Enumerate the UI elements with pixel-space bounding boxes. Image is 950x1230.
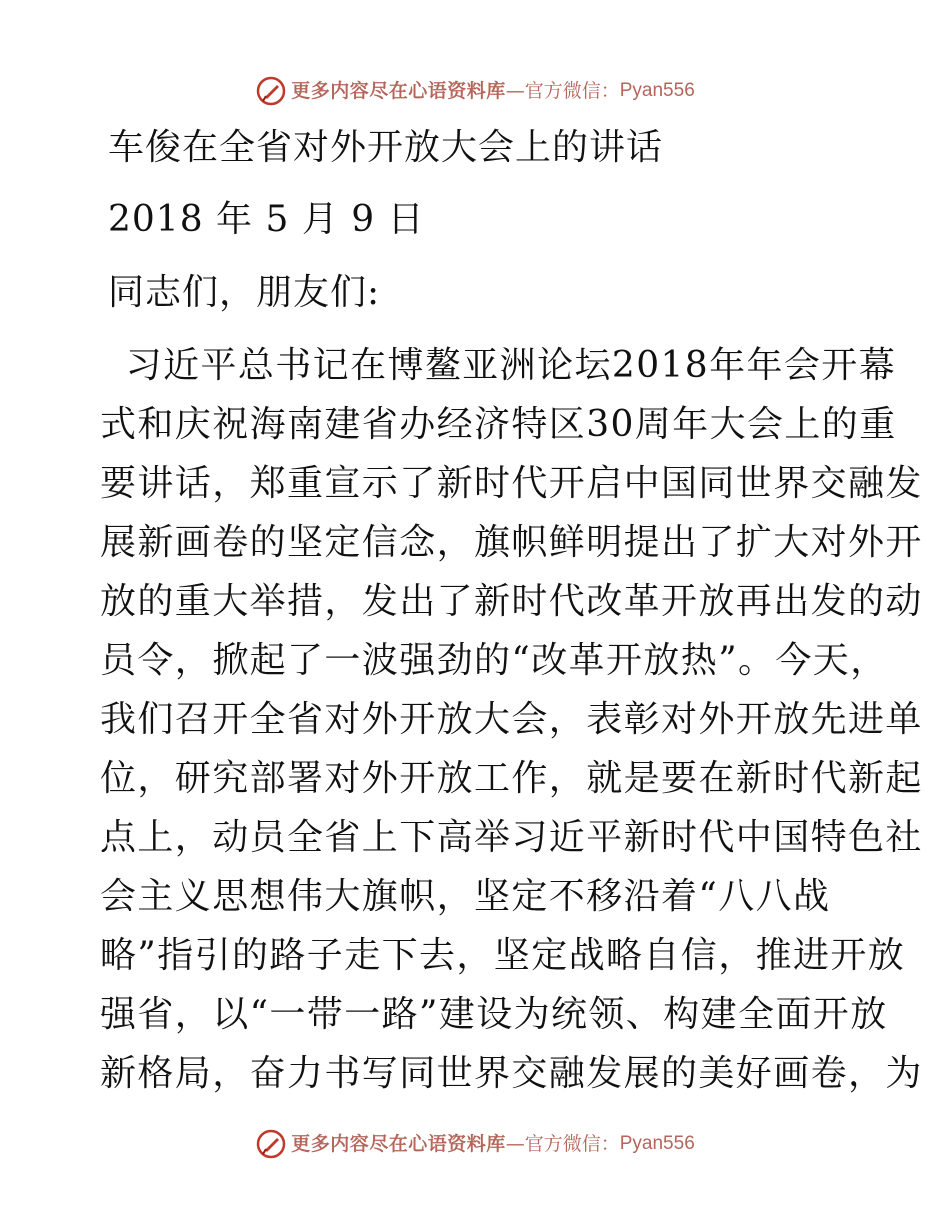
watermark-wechat-label: —官方微信： [505, 80, 620, 102]
paragraph-line: 我们召开全省对外开放大会，表彰对外开放先进单 [100, 699, 923, 740]
paragraph-line: 式和庆祝海南建省办经济特区30周年大会上的重 [100, 404, 897, 445]
feather-pen-logo-icon [255, 75, 287, 107]
paragraph-line: 放的重大举措，发出了新时代改革开放再出发的动 [100, 581, 923, 622]
document-title: 车俊在全省对外开放大会上的讲话 [108, 127, 664, 168]
paragraph-line: 新格局，奋力书写同世界交融发展的美好画卷，为 [100, 1053, 923, 1094]
paragraph-line: 强省，以“一带一路”建设为统领、构建全面开放 [100, 994, 888, 1035]
footer-watermark [0, 1128, 950, 1160]
watermark-wechat-id: Pyan556 [619, 80, 695, 101]
watermark-wechat-label: —官方微信： [505, 1133, 620, 1155]
paragraph-line: 习近平总书记在博鳌亚洲论坛2018年年会开幕 [100, 345, 897, 386]
paragraph-line: 会主义思想伟大旗帜，坚定不移沿着“八八战 [100, 876, 831, 917]
paragraph-line: 展新画卷的坚定信念，旗帜鲜明提出了扩大对外开 [100, 522, 923, 563]
paragraph-line: 要讲话，郑重宣示了新时代开启中国同世界交融发 [100, 463, 923, 504]
watermark-text: 更多内容尽在心语资料库 [291, 1133, 506, 1155]
paragraph-line: 点上，动员全省上下高举习近平新时代中国特色社 [100, 817, 923, 858]
watermark-wechat-id: Pyan556 [619, 1133, 695, 1154]
watermark-text: 更多内容尽在心语资料库 [291, 80, 506, 102]
header-watermark [0, 75, 950, 107]
paragraph-line: 位，研究部署对外开放工作，就是要在新时代新起 [100, 758, 923, 799]
salutation: 同志们，朋友们: [108, 272, 381, 313]
feather-pen-logo-icon [255, 1128, 287, 1160]
paragraph-line: 略”指引的路子走下去，坚定战略自信，推进开放 [100, 935, 906, 976]
document-date: 2018 年 5 月 9 日 [108, 199, 425, 240]
paragraph-line: 员令，掀起了一波强劲的“改革开放热”。今天， [100, 640, 888, 681]
